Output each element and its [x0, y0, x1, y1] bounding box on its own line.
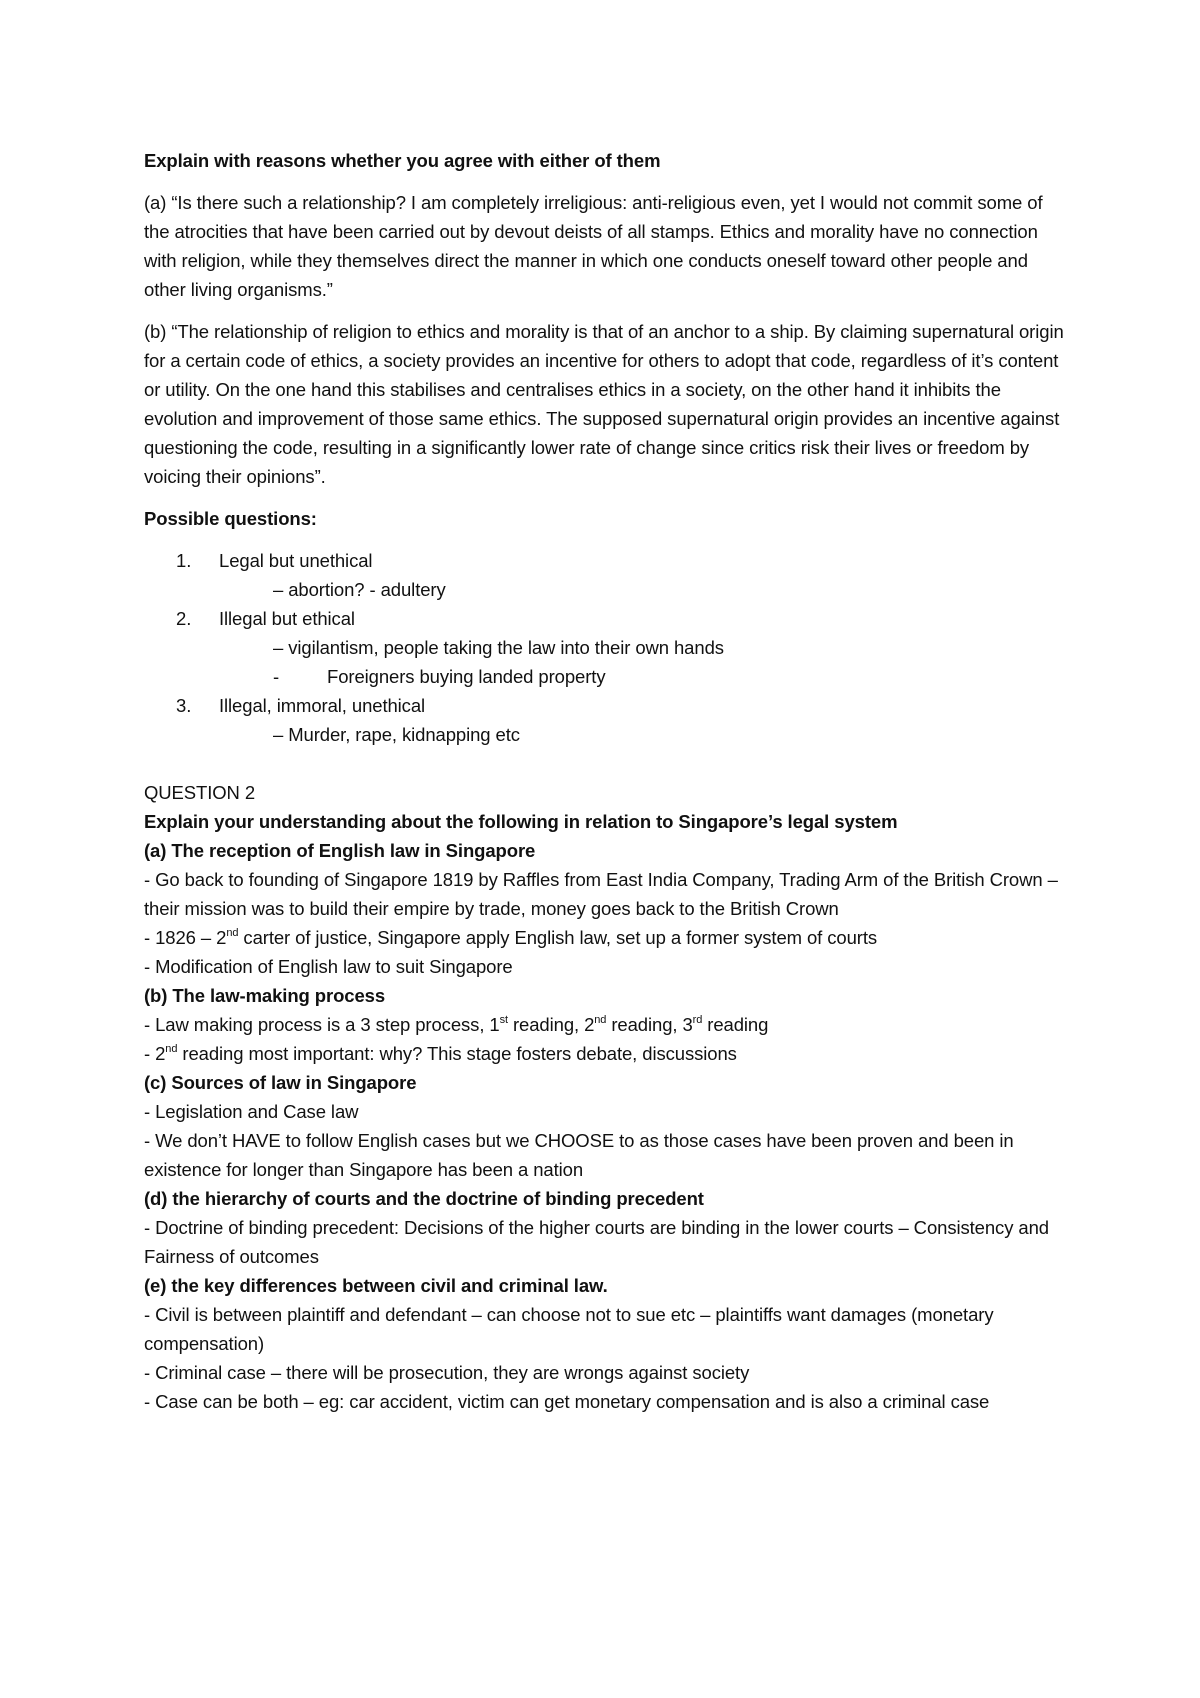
list-item-label: Legal but unethical — [219, 550, 373, 571]
list-item-detail: – vigilantism, people taking the law into their own hands — [273, 637, 724, 658]
list-item-label: Illegal, immoral, unethical — [219, 695, 426, 716]
q2-a-heading: (a) The reception of English law in Singapore — [144, 840, 536, 861]
q1-paragraph-a: (a) “Is there such a relationship? I am completely irreligious: anti-religious even, yet I would not commit some of the atrocities that have been carried out by devout deists of all stamps. Ethics and morality have no connection with religion, while they themselves direct the manner in which one conducts oneself toward other people and other living organisms.” — [144, 192, 1043, 300]
possible-questions-list — [144, 546, 1064, 749]
q2-c-line-1: - Legislation and Case law — [144, 1101, 359, 1122]
q2-e-line-2: - Criminal case – there will be prosecution, they are wrongs against society — [144, 1362, 750, 1383]
text-segment: - 2 — [144, 1043, 166, 1064]
q2-heading: Explain your understanding about the following in relation to Singapore’s legal system — [144, 811, 898, 832]
superscript: nd — [165, 1042, 178, 1055]
text-segment: - Law making process is a 3 step process, 1 — [144, 1014, 500, 1035]
q2-a-line-1: - Go back to founding of Singapore 1819 by Raffles from East India Company, Trading Arm of the British Crown – their mission was to build their empire by trade, money goes back to the British Crown — [144, 869, 1058, 919]
text-segment: reading, 2 — [507, 1014, 595, 1035]
superscript: st — [499, 1013, 508, 1026]
text-segment: reading — [702, 1014, 769, 1035]
q2-e-heading: (e) the key differences between civil and criminal law. — [144, 1275, 608, 1296]
superscript: nd — [594, 1013, 607, 1026]
q2-c-heading: (c) Sources of law in Singapore — [144, 1072, 417, 1093]
question-2-title: QUESTION 2 — [144, 782, 256, 803]
q2-c-line-2: - We don’t HAVE to follow English cases but we CHOOSE to as those cases have been proven and been in existence for longer than Singapore has been a nation — [144, 1130, 1014, 1180]
document-page — [144, 146, 1064, 1416]
q2-b-line-2 — [144, 1039, 1064, 1068]
text-segment: carter of justice, Singapore apply English law, set up a former system of courts — [238, 927, 878, 948]
q2-a-line-3: - Modification of English law to suit Singapore — [144, 956, 513, 977]
q2-b-line-1 — [144, 1010, 1064, 1039]
q1-paragraph-b: (b) “The relationship of religion to ethics and morality is that of an anchor to a ship. By claiming supernatural origin for a certain code of ethics, a society provides an incentive for others to adopt that code, regardless of it’s content or utility. On the one hand this stabilises and centralises ethics in a society, on the other hand it inhibits the evolution and improvement of those same ethics. The supposed supernatural origin provides an incentive against questioning the code, resulting in a significantly lower rate of change since critics risk their lives or freedom by voicing their opinions”. — [144, 321, 1064, 487]
list-item-label: Illegal but ethical — [219, 608, 355, 629]
q2-a-line-2 — [144, 923, 1064, 952]
list-item-detail: – Murder, rape, kidnapping etc — [273, 724, 520, 745]
list-item-subpoint — [144, 662, 1064, 691]
text-segment: reading, 3 — [606, 1014, 693, 1035]
list-item — [144, 691, 1064, 720]
superscript: nd — [226, 926, 239, 939]
q2-b-heading: (b) The law-making process — [144, 985, 386, 1006]
q2-d-line-1: - Doctrine of binding precedent: Decisions of the higher courts are binding in the lower courts – Consistency and Fairness of outcomes — [144, 1217, 1049, 1267]
q2-e-line-1: - Civil is between plaintiff and defendant – can choose not to sue etc – plaintiffs want damages (monetary compensation) — [144, 1304, 994, 1354]
q1-heading: Explain with reasons whether you agree with either of them — [144, 150, 661, 171]
subpoint-text: Foreigners buying landed property — [327, 666, 606, 687]
text-segment: - 1826 – 2 — [144, 927, 227, 948]
list-number: 3. — [176, 695, 192, 716]
list-item — [144, 604, 1064, 633]
text-segment: reading most important: why? This stage fosters debate, discussions — [177, 1043, 737, 1064]
list-item — [144, 546, 1064, 575]
dash-bullet: - — [273, 666, 280, 687]
list-number: 2. — [176, 608, 192, 629]
q2-d-heading: (d) the hierarchy of courts and the doctrine of binding precedent — [144, 1188, 704, 1209]
q2-e-line-3: - Case can be both – eg: car accident, victim can get monetary compensation and is also a criminal case — [144, 1391, 990, 1412]
list-item-detail: – abortion? - adultery — [273, 579, 446, 600]
possible-questions-heading: Possible questions: — [144, 508, 317, 529]
list-number: 1. — [176, 550, 192, 571]
superscript: rd — [692, 1013, 703, 1026]
